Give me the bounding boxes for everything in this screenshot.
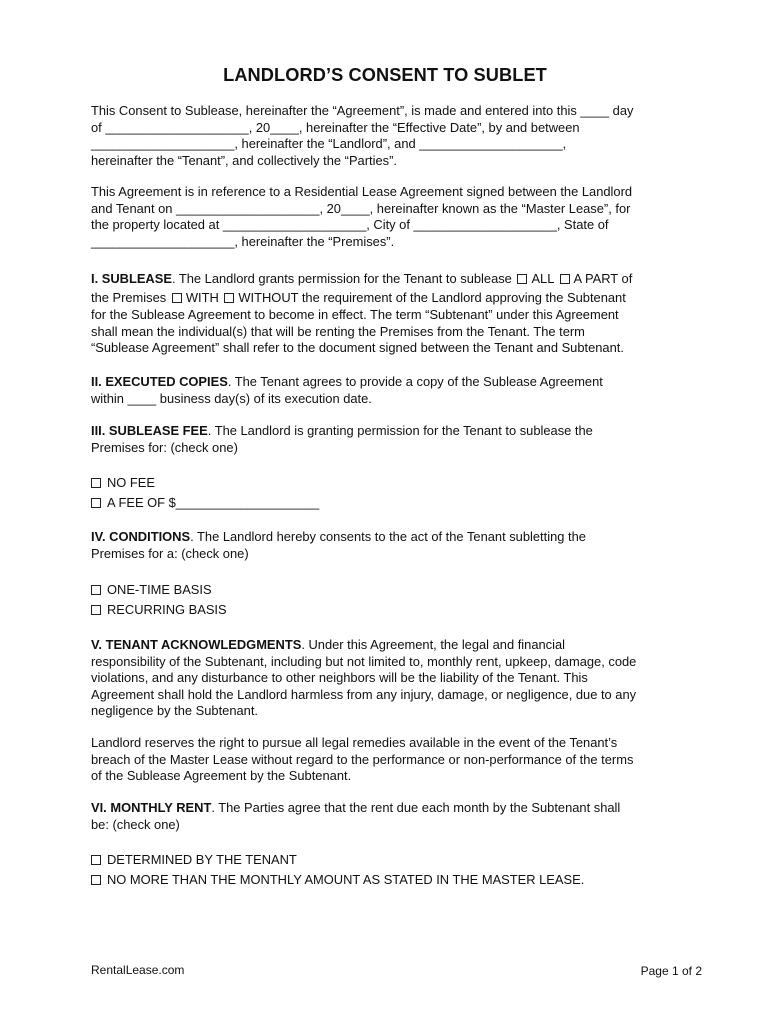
footer-page-number: Page 1 of 2	[640, 964, 702, 978]
fee-option	[91, 493, 691, 513]
section-monthly-rent	[91, 800, 691, 833]
section-line: Premises for: (check one)	[91, 439, 238, 455]
remedies-paragraph	[91, 735, 691, 785]
fee-options	[91, 473, 691, 513]
section-heading: V. TENANT ACKNOWLEDGMENTS	[91, 637, 302, 652]
section-text: . The Tenant agrees to provide a copy of the Sublease Agreement	[227, 374, 603, 389]
reference-line: This Agreement is in reference to a Residential Lease Agreement signed between the Landlord	[91, 184, 633, 199]
rent-option	[91, 850, 691, 870]
section-text: the Premises	[91, 290, 167, 305]
checkbox-all[interactable]	[517, 274, 527, 284]
section-text: . The Landlord hereby consents to the act of the Tenant subletting the	[190, 529, 586, 544]
footer-site: RentalLease.com	[91, 963, 185, 977]
option-label: WITHOUT the requirement of the Landlord approving the Subtenant	[238, 290, 626, 305]
intro-paragraph	[91, 103, 691, 169]
rent-options	[91, 850, 691, 890]
option-label: A FEE OF $____________________	[107, 495, 320, 510]
checkbox-one-time[interactable]	[91, 585, 101, 595]
section-text: . Under this Agreement, the legal and financial	[301, 637, 566, 652]
section-line: be: (check one)	[91, 816, 180, 832]
section-conditions	[91, 529, 691, 562]
section-line: breach of the Master Lease without regard to the performance or non-performance of the terms	[91, 751, 634, 767]
section-executed-copies	[91, 374, 691, 407]
section-heading: VI. MONTHLY RENT	[91, 800, 212, 815]
section-heading: I. SUBLEASE	[91, 271, 172, 286]
conditions-options	[91, 580, 691, 620]
option-label: DETERMINED BY THE TENANT	[107, 852, 297, 867]
section-line: responsibility of the Subtenant, including but not limited to, monthly rent, upkeep, damage, code	[91, 653, 637, 669]
intro-line: ____________________, hereinafter the “Landlord”, and ____________________,	[91, 136, 567, 152]
option-label: A PART of	[573, 271, 633, 286]
section-line: for the Sublease Agreement to become in effect. The term “Subtenant” under this Agreement	[91, 307, 619, 322]
option-label: WITH	[185, 290, 219, 305]
option-label: ALL	[531, 271, 554, 286]
option-label: RECURRING BASIS	[107, 602, 227, 617]
rent-option	[91, 870, 691, 890]
section-text: . The Parties agree that the rent due each month by the Subtenant shall	[211, 800, 621, 815]
section-text: . The Landlord is granting permission for the Tenant to sublease the	[207, 423, 593, 438]
reference-line: ____________________, hereinafter the “Premises”.	[91, 233, 395, 249]
reference-line: and Tenant on ____________________, 20____, hereinafter known as the “Master Lease”, for	[91, 200, 631, 216]
condition-option	[91, 600, 691, 620]
section-line: of the Sublease Agreement by the Subtenant.	[91, 768, 352, 784]
intro-line: hereinafter the “Tenant”, and collectively the “Parties”.	[91, 152, 397, 168]
fee-option	[91, 473, 691, 493]
condition-option	[91, 580, 691, 600]
checkbox-no-fee[interactable]	[91, 478, 101, 488]
section-sublease	[91, 270, 691, 357]
section-line: violations, and any disturbance to other neighbors will be the liability of the Tenant. This	[91, 670, 588, 686]
section-line: Landlord reserves the right to pursue all legal remedies available in the event of the Tenant’s	[91, 735, 618, 750]
section-sublease-fee	[91, 423, 691, 456]
reference-line: the property located at ____________________, City of ____________________, State of	[91, 217, 609, 233]
checkbox-with[interactable]	[172, 293, 182, 303]
section-heading: III. SUBLEASE FEE	[91, 423, 208, 438]
section-line: within ____ business day(s) of its execution date.	[91, 390, 372, 406]
intro-line: of ____________________, 20____, hereinafter the “Effective Date”, by and between	[91, 119, 580, 135]
option-label: NO MORE THAN THE MONTHLY AMOUNT AS STATED IN THE MASTER LEASE.	[107, 872, 585, 887]
section-tenant-acknowledgments	[91, 637, 691, 720]
option-label: NO FEE	[107, 475, 155, 490]
section-line: “Sublease Agreement” shall refer to the document signed between the Tenant and Subtenant.	[91, 340, 624, 356]
section-line: shall mean the individual(s) that will be renting the Premises from the Tenant. The term	[91, 323, 585, 339]
intro-line: This Consent to Sublease, hereinafter the “Agreement”, is made and entered into this ____ day	[91, 103, 634, 118]
checkbox-no-more-than[interactable]	[91, 875, 101, 885]
checkbox-fee-amount[interactable]	[91, 498, 101, 508]
section-line: Agreement shall hold the Landlord harmless from any injury, damage, or negligence, due to any	[91, 686, 637, 702]
option-label: ONE-TIME BASIS	[107, 582, 212, 597]
checkbox-part[interactable]	[560, 274, 570, 284]
section-text: . The Landlord grants permission for the Tenant to sublease	[171, 271, 512, 286]
section-heading: II. EXECUTED COPIES	[91, 374, 228, 389]
section-line: Premises for a: (check one)	[91, 545, 249, 561]
section-heading: IV. CONDITIONS	[91, 529, 191, 544]
checkbox-without[interactable]	[224, 293, 234, 303]
document-title: LANDLORD’S CONSENT TO SUBLET	[223, 65, 547, 85]
reference-paragraph	[91, 184, 691, 250]
checkbox-determined-by-tenant[interactable]	[91, 855, 101, 865]
section-line: negligence by the Subtenant.	[91, 703, 258, 719]
checkbox-recurring[interactable]	[91, 605, 101, 615]
